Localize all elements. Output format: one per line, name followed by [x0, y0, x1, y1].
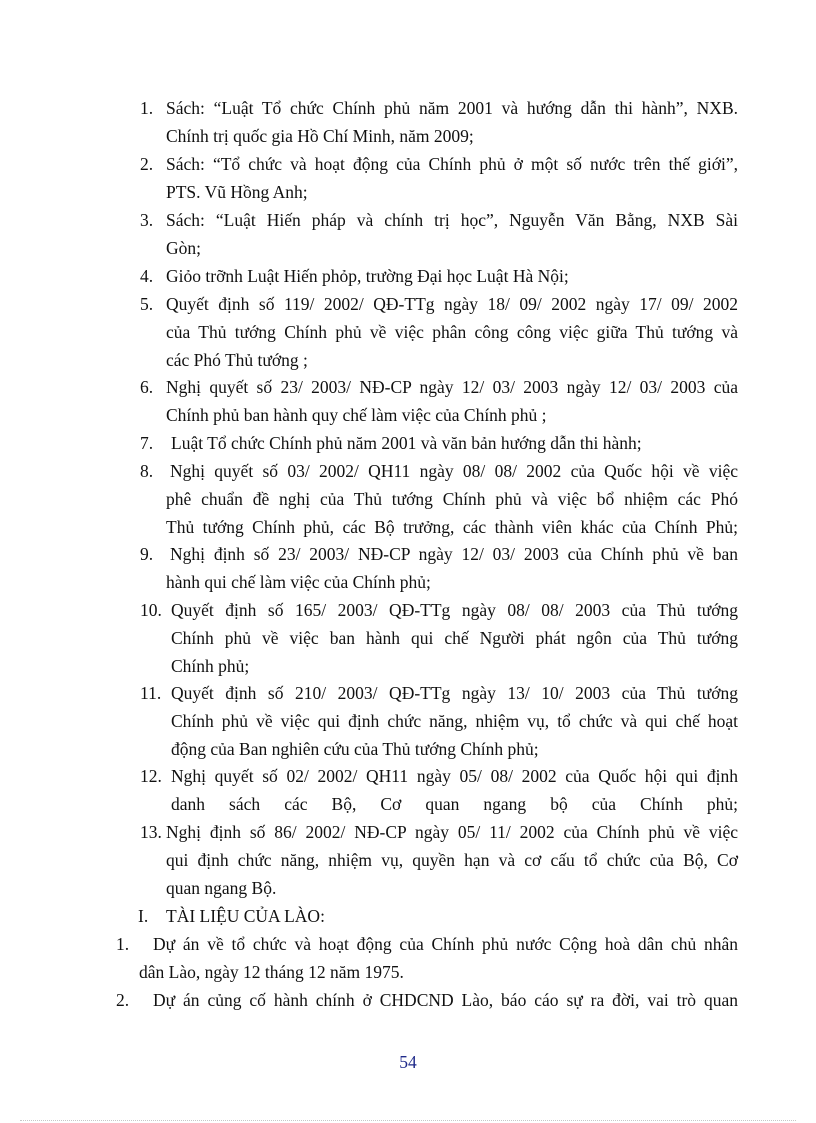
reference-line: các Phó Thủ tướng ; — [166, 350, 308, 370]
reference-number: 1. — [116, 934, 130, 954]
reference-line: qui định chức năng, nhiệm vụ, quyền hạn và cơ cấu tổ chức của Bộ, Cơ — [166, 850, 738, 870]
reference-item — [140, 150, 738, 206]
reference-line: Nghị định số 23/ 2003/ NĐ-CP ngày 12/ 03/ 2003 của Chính phủ về ban — [170, 544, 738, 564]
reference-line: động của Ban nghiên cứu của Thủ tướng Chính phủ; — [171, 739, 539, 759]
reference-number: 10. — [140, 600, 162, 620]
reference-line: quan ngang Bộ. — [166, 878, 277, 898]
reference-number: 13. — [140, 822, 162, 842]
reference-number: 2. — [116, 990, 130, 1010]
reference-line: PTS. Vũ Hồng Anh; — [166, 182, 308, 202]
reference-item — [140, 262, 738, 290]
reference-item — [116, 930, 738, 986]
section-title: TÀI LIỆU CỦA LÀO: — [166, 906, 325, 926]
reference-item — [116, 986, 738, 1014]
reference-line: Chính phủ; — [171, 656, 250, 676]
reference-item — [140, 762, 738, 818]
reference-line: Thủ tướng Chính phủ, các Bộ trưởng, các thành viên khác của Chính Phủ; — [166, 517, 738, 537]
reference-item — [140, 429, 738, 457]
reference-number: 5. — [140, 294, 154, 314]
section-number: I. — [138, 906, 149, 926]
reference-number: 9. — [140, 544, 154, 564]
reference-line: danh sách các Bộ, Cơ quan ngang bộ của Chính phủ; — [171, 794, 738, 814]
page-number: 54 — [399, 1052, 417, 1072]
reference-line: Chính phủ về việc qui định chức năng, nhiệm vụ, tổ chức và qui chế hoạt — [171, 711, 738, 731]
reference-line: Nghị quyết số 02/ 2002/ QH11 ngày 05/ 08/ 2002 của Quốc hội qui định — [171, 766, 738, 786]
reference-line: Nghị quyết số 03/ 2002/ QH11 ngày 08/ 08/ 2002 của Quốc hội về việc — [170, 461, 738, 481]
reference-line: Quyết định số 165/ 2003/ QĐ-TTg ngày 08/ 08/ 2003 của Thủ tướng — [171, 600, 738, 620]
reference-line: phê chuẩn đề nghị của Thủ tướng Chính phủ và việc bổ nhiệm các Phó — [166, 489, 738, 509]
reference-line: Nghị định số 86/ 2002/ NĐ-CP ngày 05/ 11/ 2002 của Chính phủ về việc — [166, 822, 738, 842]
reference-number: 12. — [140, 766, 162, 786]
reference-line: Giỏo trỡnh Luật Hiến phỏp, trường Đại học Luật Hà Nội; — [166, 266, 569, 286]
reference-line: hành qui chế làm việc của Chính phủ; — [166, 572, 431, 592]
reference-number: 7. — [140, 433, 154, 453]
reference-line: Luật Tổ chức Chính phủ năm 2001 và văn bản hướng dẫn thi hành; — [171, 433, 642, 453]
reference-item — [140, 94, 738, 150]
reference-item — [140, 818, 738, 902]
reference-line: Quyết định số 210/ 2003/ QĐ-TTg ngày 13/ 10/ 2003 của Thủ tướng — [171, 683, 738, 703]
reference-item — [140, 679, 738, 763]
reference-number: 1. — [140, 98, 154, 118]
reference-item — [140, 206, 738, 262]
reference-number: 11. — [140, 683, 162, 703]
reference-item — [140, 596, 738, 680]
page-bottom-divider — [20, 1120, 796, 1121]
reference-item — [140, 540, 738, 596]
reference-line: Quyết định số 119/ 2002/ QĐ-TTg ngày 18/ 09/ 2002 ngày 17/ 09/ 2002 — [166, 294, 738, 314]
reference-line: Sách: “Tổ chức và hoạt động của Chính phủ ở một số nước trên thế giới”, — [166, 154, 738, 174]
reference-line: Sách: “Luật Tổ chức Chính phủ năm 2001 và hướng dẫn thi hành”, NXB. — [166, 98, 738, 118]
reference-item — [140, 457, 738, 541]
reference-line: Dự án củng cố hành chính ở CHDCND Lào, báo cáo sự ra đời, vai trò quan — [153, 990, 738, 1010]
reference-number: 6. — [140, 377, 154, 397]
reference-item — [140, 290, 738, 374]
reference-line: dân Lào, ngày 12 tháng 12 năm 1975. — [139, 962, 404, 982]
reference-line: Nghị quyết số 23/ 2003/ NĐ-CP ngày 12/ 03/ 2003 ngày 12/ 03/ 2003 của — [166, 377, 738, 397]
reference-line: Chính phủ ban hành quy chế làm việc của Chính phủ ; — [166, 405, 547, 425]
reference-number: 3. — [140, 210, 154, 230]
reference-line: Chính phủ về việc ban hành qui chế Người phát ngôn của Thủ tướng — [171, 628, 738, 648]
reference-line: Sách: “Luật Hiến pháp và chính trị học”, Nguyễn Văn Bằng, NXB Sài — [166, 210, 738, 230]
reference-number: 8. — [140, 461, 154, 481]
reference-item — [140, 373, 738, 429]
section-heading — [138, 902, 325, 930]
reference-line: Chính trị quốc gia Hồ Chí Minh, năm 2009; — [166, 126, 474, 146]
reference-line: Dự án về tổ chức và hoạt động của Chính phủ nước Cộng hoà dân chủ nhân — [153, 934, 738, 954]
reference-number: 2. — [140, 154, 154, 174]
reference-line: của Thủ tướng Chính phủ về việc phân công công việc giữa Thủ tướng và — [166, 322, 738, 342]
reference-number: 4. — [140, 266, 154, 286]
reference-line: Gòn; — [166, 238, 201, 258]
